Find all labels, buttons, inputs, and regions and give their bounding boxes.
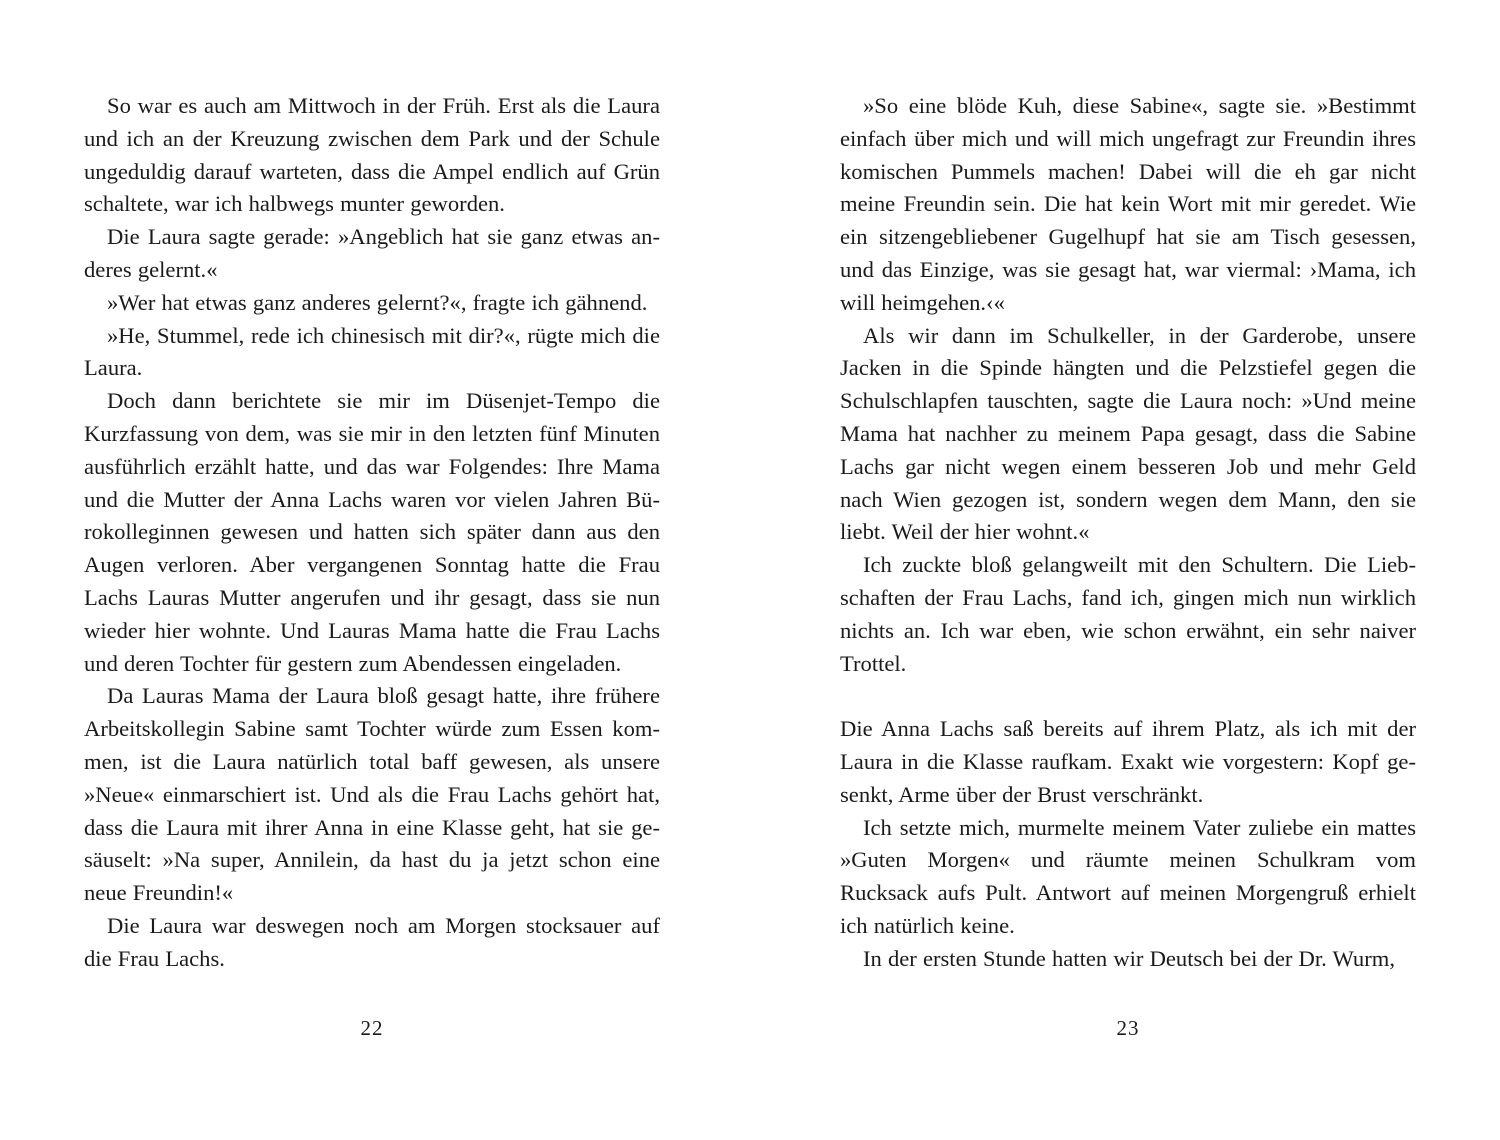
left-page-text: [84, 90, 660, 976]
paragraph: Da Lauras Mama der Laura bloß gesagt hatte, ihre frühere Arbeitskollegin Sabine samt Tochter würde zum Essen kommen, ist die Laura natürlich total baff gewesen, als unsere »Neue« einmarschiert ist. Und als die Frau Lachs gehört hat, dass die Laura mit ihrer Anna in eine Klasse geht, hat sie gesäuselt: »Na super, Annilein, da hast du ja jetzt schon eine neue Freundin!«: [84, 683, 660, 906]
paragraph: Die Anna Lachs saß bereits auf ihrem Platz, als ich mit der Laura in die Klasse raufkam. Exakt wie vorgestern: Kopf gesenkt, Arme über der Brust verschränkt.: [840, 716, 1416, 807]
paragraph: Die Laura war deswegen noch am Morgen stocksauer auf die Frau Lachs.: [84, 912, 660, 971]
paragraph: »Wer hat etwas ganz anderes gelernt?«, fragte ich gähnend.: [107, 289, 648, 315]
paragraph: Ich setzte mich, murmelte meinem Vater zuliebe ein mattes »Guten Morgen« und räumte meinen Schulkram vom Rucksack aufs Pult. Antwort auf meinen Morgengruß erhielt ich natürlich keine.: [840, 814, 1416, 938]
paragraph: Ich zuckte bloß gelangweilt mit den Schultern. Die Liebschaften der Frau Lachs, fand ich, gingen mich nun wirklich nichts an. Ich war eben, wie schon erwähnt, ein sehr naiver Trottel.: [840, 552, 1416, 676]
paragraph: »He, Stummel, rede ich chinesisch mit dir?«, rügte mich die Laura.: [84, 322, 660, 381]
page-number: 22: [360, 1016, 384, 1040]
paragraph: In der ersten Stunde hatten wir Deutsch bei der Dr. Wurm,: [863, 945, 1395, 971]
paragraph: »So eine blöde Kuh, diese Sabine«, sagte sie. »Bestimmt einfach über mich und will mich ungefragt zur Freundin ihres komischen Pummels machen! Dabei will die eh gar nicht meine Freundin sein. Die hat kein Wort mit mir geredet. Wie ein sitzengebliebener Gugelhupf hat sie am Tisch gesessen, und das Einzige, was sie gesagt hat, war viermal: ›Mama, ich will heimgehen.‹«: [840, 93, 1416, 315]
paragraph: Als wir dann im Schulkeller, in der Garderobe, unsere Jacken in die Spinde hängten und die Pelzstiefel gegen die Schulschlapfen tauschten, sagte die Laura noch: »Und meine Mama hat nachher zu meinem Papa gesagt, dass die Sabine Lachs gar nicht wegen einem besseren Job und mehr Geld nach Wien gezogen ist, sondern wegen dem Mann, den sie liebt. Weil der hier wohnt.«: [840, 322, 1416, 545]
paragraph: Doch dann berichtete sie mir im Düsenjet-Tempo die Kurzfassung von dem, was sie mir in den letzten fünf Minuten ausführlich erzählt hatte, und das war Folgendes: Ihre Mama und die Mutter der Anna Lachs waren vor vielen Jahren Bürokolleginnen gewesen und hatten sich später dann aus den Augen verloren. Aber vergangenen Sonntag hatte die Frau Lachs Lauras Mutter angerufen und ihr gesagt, dass sie nun wieder hier wohnte. Und Lauras Mama hatte die Frau Lachs und deren Tochter für gestern zum Abendessen eingeladen.: [84, 388, 660, 676]
page-number: 23: [1116, 1016, 1140, 1040]
paragraph: Die Laura sagte gerade: »Angeblich hat sie ganz etwas anderes gelernt.«: [84, 224, 660, 282]
right-page-text: [840, 90, 1416, 976]
right-page: [750, 0, 1500, 1140]
paragraph: So war es auch am Mittwoch in der Früh. Erst als die Laura und ich an der Kreuzung zwischen dem Park und der Schule ungeduldig darauf warteten, dass die Ampel endlich auf Grün schaltete, war ich halbwegs munter geworden.: [84, 93, 660, 217]
